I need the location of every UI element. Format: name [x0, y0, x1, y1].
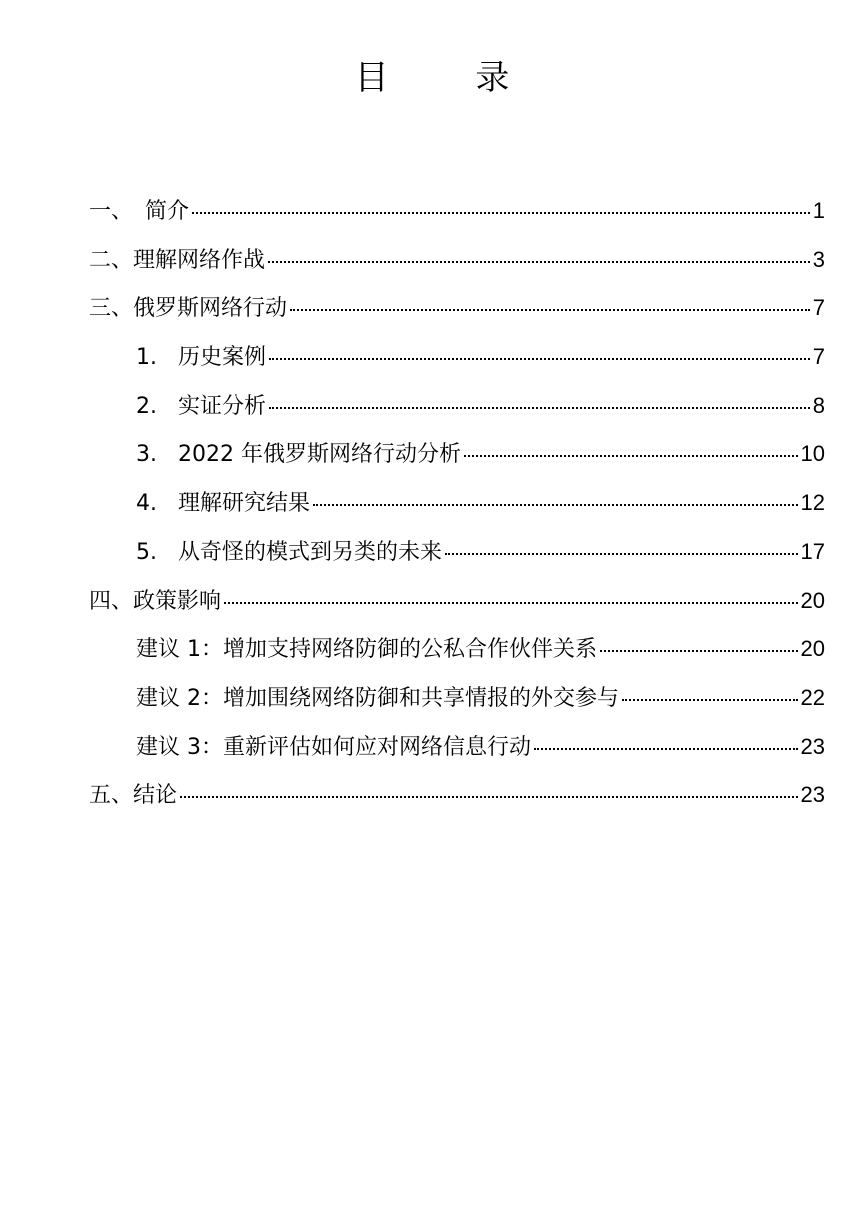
toc-entry-page: 23	[800, 782, 825, 808]
toc-entry-page: 7	[812, 295, 825, 321]
toc-entry-historical-cases[interactable]	[89, 333, 825, 382]
toc-entry-recommendation-3[interactable]	[89, 723, 825, 772]
toc-entry-recommendation-1[interactable]	[89, 625, 825, 674]
toc-entry-page: 3	[812, 246, 825, 272]
toc-entry-number: 四、	[89, 588, 134, 614]
toc-entry-intro[interactable]	[89, 187, 825, 236]
toc-entry-russian-cyber-ops[interactable]	[89, 284, 825, 333]
toc-entry-number: 4.	[136, 491, 157, 517]
toc-entry-empirical-analysis[interactable]	[89, 382, 825, 431]
toc-entry-number: 3.	[136, 442, 157, 468]
toc-entry-label: 理解网络作战	[133, 247, 266, 273]
dot-leader	[464, 455, 798, 457]
toc-entry-number: 建议 1：	[136, 637, 223, 663]
dot-leader	[268, 261, 810, 263]
dot-leader	[269, 358, 810, 360]
toc-entry-number: 建议 2：	[136, 685, 223, 711]
toc-entry-page: 12	[800, 490, 825, 516]
toc-entry-page: 17	[800, 538, 825, 564]
toc-entry-conclusion[interactable]	[89, 771, 825, 820]
toc-entry-understanding-results[interactable]	[89, 479, 825, 528]
toc-entry-number: 5.	[136, 539, 157, 565]
toc-entry-recommendation-2[interactable]	[89, 674, 825, 723]
toc-entry-label: 实证分析	[178, 393, 267, 419]
toc-entry-page: 8	[812, 392, 825, 418]
toc-entry-number: 五、	[89, 783, 134, 809]
toc-entry-number: 2.	[136, 393, 157, 419]
toc-entry-label: 2022 年俄罗斯网络行动分析	[178, 442, 461, 468]
toc-entry-label: 增加围绕网络防御和共享情报的外交参与	[223, 685, 620, 711]
toc-entry-label: 简介	[145, 199, 190, 224]
toc-entry-number: 建议 3：	[136, 734, 223, 760]
dot-leader	[600, 650, 798, 652]
toc-entry-label: 增加支持网络防御的公私合作伙伴关系	[223, 637, 598, 663]
toc-entry-2022-analysis[interactable]	[89, 430, 825, 479]
toc-entry-page: 20	[800, 587, 825, 613]
toc-entry-page: 7	[812, 344, 825, 370]
toc-entry-number: 1.	[136, 345, 157, 371]
dot-leader	[445, 553, 798, 555]
toc-entry-alternative-futures[interactable]	[89, 528, 825, 577]
dot-leader	[313, 504, 798, 506]
toc-entry-policy-implications[interactable]	[89, 577, 825, 626]
toc-entry-label: 理解研究结果	[178, 491, 311, 517]
dot-leader	[192, 212, 810, 214]
toc-entry-label: 俄罗斯网络行动	[133, 296, 288, 322]
toc-entry-number: 一、	[89, 199, 134, 224]
toc-entry-understanding-cyber-ops[interactable]	[89, 236, 825, 285]
dot-leader	[224, 602, 797, 604]
toc-entry-page: 22	[800, 684, 825, 710]
dot-leader	[180, 796, 797, 798]
dot-leader	[269, 407, 810, 409]
toc-entry-page: 10	[800, 441, 825, 467]
toc-entry-label: 从奇怪的模式到另类的未来	[178, 539, 443, 565]
dot-leader	[622, 699, 798, 701]
toc-entry-page: 20	[800, 636, 825, 662]
toc-entry-label: 重新评估如何应对网络信息行动	[223, 734, 532, 760]
toc-entry-label: 结论	[133, 783, 178, 809]
toc-entry-number: 二、	[89, 247, 134, 273]
dot-leader	[290, 309, 810, 311]
table-of-contents	[89, 187, 825, 820]
toc-entry-number: 三、	[89, 296, 134, 322]
toc-entry-page: 23	[800, 733, 825, 759]
toc-entry-page: 1	[812, 198, 825, 223]
toc-entry-label: 政策影响	[133, 588, 222, 614]
dot-leader	[534, 748, 798, 750]
toc-entry-label: 历史案例	[178, 345, 267, 371]
page-title: 目 录	[354, 58, 548, 98]
